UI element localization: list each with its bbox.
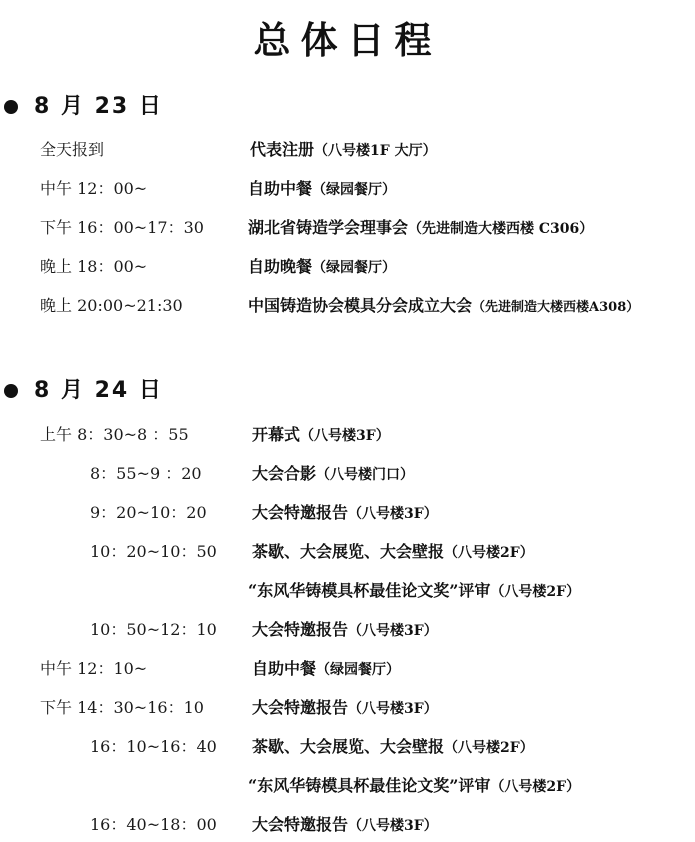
row-event: 中国铸造协会模具分会成立大会 — [248, 296, 473, 315]
row-place: （八号楼2F） — [490, 779, 581, 795]
row-place: （八号楼3F） — [348, 506, 438, 522]
row-event: 大会合影 — [252, 464, 317, 483]
row-place: （八号楼3F） — [300, 428, 390, 444]
schedule-row — [0, 253, 695, 281]
row-event: 大会特邀报告 — [252, 503, 349, 522]
row-time: 10：20~10：50 — [90, 542, 217, 561]
row-place: （八号楼门口） — [316, 467, 415, 483]
row-time: 中午 12：10~ — [40, 659, 148, 678]
row-time: 上午 8：30~8 ：55 — [40, 425, 189, 444]
schedule-row — [0, 733, 695, 761]
schedule-row — [0, 421, 695, 449]
row-event: 自助晚餐 — [248, 257, 313, 276]
row-place: （八号楼1F 大厅） — [314, 143, 437, 159]
row-time: 9：20~10：20 — [90, 503, 207, 522]
row-event: “东风华铸模具杯最佳论文奖”评审 — [248, 581, 491, 600]
row-place: （八号楼2F） — [444, 740, 534, 756]
row-time: 下午 16：00~17：30 — [40, 218, 204, 237]
bullet-icon — [4, 100, 18, 114]
row-place: （八号楼2F） — [490, 584, 581, 600]
row-event: 茶歇、大会展览、大会壁报 — [252, 737, 445, 756]
row-event: 茶歇、大会展览、大会壁报 — [252, 542, 445, 561]
row-place: （绿园餐厅） — [312, 260, 397, 276]
schedule-row — [0, 616, 695, 644]
row-event: 开幕式 — [252, 425, 301, 444]
row-time: 下午 14：30~16：10 — [40, 698, 204, 717]
row-place: （先进制造大楼西楼A308） — [472, 300, 640, 315]
row-event: 大会特邀报告 — [252, 698, 349, 717]
row-event: 代表注册 — [250, 140, 315, 159]
schedule-row — [0, 538, 695, 566]
row-place: （八号楼3F） — [348, 818, 438, 834]
row-event: 自助中餐 — [252, 659, 317, 678]
row-time: 8：55~9 ：20 — [90, 464, 202, 483]
row-time: 晚上 20:00~21:30 — [40, 296, 183, 315]
row-time: 16：10~16：40 — [90, 737, 217, 756]
schedule-row — [0, 499, 695, 527]
schedule-row — [0, 214, 695, 242]
row-place: （八号楼3F） — [348, 701, 438, 717]
row-event: “东风华铸模具杯最佳论文奖”评审 — [248, 776, 491, 795]
page-title: 总体日程 — [253, 19, 442, 62]
bullet-icon — [4, 384, 18, 398]
row-place: （绿园餐厅） — [316, 662, 401, 678]
day-date: 8 月 24 日 — [34, 378, 163, 403]
row-time: 晚上 18：00~ — [40, 257, 148, 276]
schedule-row — [0, 694, 695, 722]
schedule-row — [0, 136, 695, 164]
row-event: 大会特邀报告 — [252, 620, 349, 639]
day-date: 8 月 23 日 — [34, 94, 163, 119]
row-event: 湖北省铸造学会理事会 — [248, 218, 409, 237]
schedule-row — [0, 175, 695, 203]
schedule-row — [0, 460, 695, 488]
schedule-row — [0, 811, 695, 839]
row-place: （先进制造大楼西楼 C306） — [408, 221, 594, 237]
row-place: （绿园餐厅） — [312, 182, 397, 198]
row-time: 全天报到 — [40, 140, 105, 159]
row-time: 16：40~18：00 — [90, 815, 217, 834]
row-event: 自助中餐 — [248, 179, 313, 198]
row-time: 中午 12：00~ — [40, 179, 148, 198]
row-place: （八号楼3F） — [348, 623, 438, 639]
schedule-row — [0, 292, 695, 320]
schedule-row — [0, 772, 695, 800]
schedule-row — [0, 577, 695, 605]
row-event: 大会特邀报告 — [252, 815, 349, 834]
row-time: 10：50~12：10 — [90, 620, 217, 639]
row-place: （八号楼2F） — [444, 545, 534, 561]
schedule-row — [0, 655, 695, 683]
